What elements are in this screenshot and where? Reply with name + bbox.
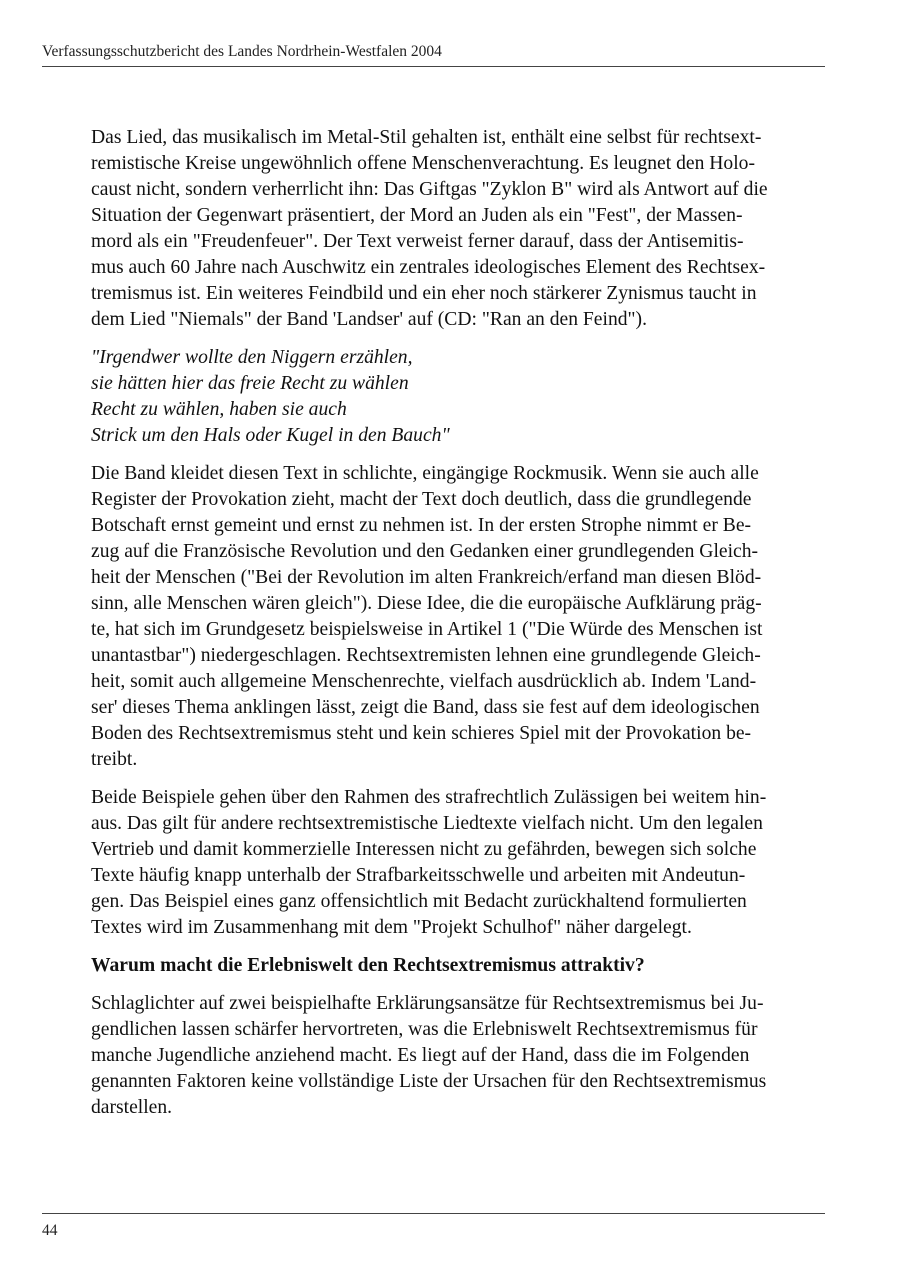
- text-line: remistische Kreise ungewöhnlich offene Menschenverachtung. Es leugnet den Holo-: [91, 153, 755, 174]
- song-quote: [91, 345, 825, 449]
- quote-line: "Irgendwer wollte den Niggern erzählen,: [91, 347, 413, 368]
- text-line: genannten Faktoren keine vollständige Liste der Ursachen für den Rechtsextremismus: [91, 1071, 767, 1092]
- text-line: caust nicht, sondern verherrlicht ihn: Das Giftgas "Zyklon B" wird als Antwort auf die: [91, 179, 768, 200]
- text-line: sinn, alle Menschen wären gleich"). Diese Idee, die die europäische Aufklärung präg-: [91, 593, 762, 614]
- running-header: Verfassungsschutzbericht des Landes Nordrhein-Westfalen 2004: [42, 40, 825, 67]
- text-line: treibt.: [91, 749, 138, 770]
- text-line: mord als ein "Freudenfeuer". Der Text verweist ferner darauf, dass der Antisemitis-: [91, 231, 744, 252]
- text-line: Situation der Gegenwart präsentiert, der Mord an Juden als ein "Fest", der Massen-: [91, 205, 743, 226]
- quote-line: sie hätten hier das freie Recht zu wählen: [91, 373, 409, 394]
- text-line: Schlaglichter auf zwei beispielhafte Erklärungsansätze für Rechtsextremismus bei Ju-: [91, 993, 764, 1014]
- text-line: Boden des Rechtsextremismus steht und kein schieres Spiel mit der Provokation be-: [91, 723, 752, 744]
- text-line: unantastbar") niedergeschlagen. Rechtsextremisten lehnen eine grundlegende Gleich-: [91, 645, 761, 666]
- text-line: zug auf die Französische Revolution und den Gedanken einer grundlegenden Gleich-: [91, 541, 759, 562]
- text-line: dem Lied "Niemals" der Band 'Landser' auf (CD: "Ran an den Feind").: [91, 309, 647, 330]
- text-line: Das Lied, das musikalisch im Metal-Stil gehalten ist, enthält eine selbst für rechtsext-: [91, 127, 762, 148]
- text-line: Texte häufig knapp unterhalb der Strafbarkeitsschwelle und arbeiten mit Andeutun-: [91, 865, 746, 886]
- footer-rule: [42, 1213, 825, 1214]
- text-line: mus auch 60 Jahre nach Auschwitz ein zentrales ideologisches Element des Rechtsex-: [91, 257, 766, 278]
- text-line: heit der Menschen ("Bei der Revolution im alten Frankreich/erfand man diesen Blöd-: [91, 567, 762, 588]
- quote-line: Strick um den Hals oder Kugel in den Bauch": [91, 425, 450, 446]
- section-heading: Warum macht die Erlebniswelt den Rechtsextremismus attraktiv?: [91, 955, 645, 976]
- text-line: heit, somit auch allgemeine Menschenrechte, vielfach ausdrücklich ab. Indem 'Land-: [91, 671, 757, 692]
- page-body: [91, 125, 825, 1133]
- text-line: te, hat sich im Grundgesetz beispielsweise in Artikel 1 ("Die Würde des Menschen ist: [91, 619, 763, 640]
- paragraph-3: [91, 785, 825, 941]
- text-line: Die Band kleidet diesen Text in schlichte, eingängige Rockmusik. Wenn sie auch alle: [91, 463, 759, 484]
- text-line: aus. Das gilt für andere rechtsextremistische Liedtexte vielfach nicht. Um den legalen: [91, 813, 763, 834]
- text-line: Vertrieb und damit kommerzielle Interessen nicht zu gefährden, bewegen sich solche: [91, 839, 757, 860]
- text-line: gendlichen lassen schärfer hervortreten, was die Erlebniswelt Rechtsextremismus für: [91, 1019, 758, 1040]
- paragraph-2: [91, 461, 825, 773]
- text-line: Register der Provokation zieht, macht der Text doch deutlich, dass die grundlegende: [91, 489, 752, 510]
- text-line: tremismus ist. Ein weiteres Feindbild und ein eher noch stärkerer Zynismus taucht in: [91, 283, 757, 304]
- paragraph-4: [91, 991, 825, 1121]
- text-line: gen. Das Beispiel eines ganz offensichtlich mit Bedacht zurückhaltend formulierten: [91, 891, 747, 912]
- text-line: ser' dieses Thema anklingen lässt, zeigt die Band, dass sie fest auf dem ideologischen: [91, 697, 760, 718]
- paragraph-1: [91, 125, 825, 333]
- text-line: Beide Beispiele gehen über den Rahmen des strafrechtlich Zulässigen bei weitem hin-: [91, 787, 767, 808]
- text-line: manche Jugendliche anziehend macht. Es liegt auf der Hand, dass die im Folgenden: [91, 1045, 750, 1066]
- quote-line: Recht zu wählen, haben sie auch: [91, 399, 347, 420]
- page-number: 44: [42, 1222, 58, 1239]
- text-line: Botschaft ernst gemeint und ernst zu nehmen ist. In der ersten Strophe nimmt er Be-: [91, 515, 752, 536]
- text-line: Textes wird im Zusammenhang mit dem "Projekt Schulhof" näher dargelegt.: [91, 917, 692, 938]
- text-line: darstellen.: [91, 1097, 173, 1118]
